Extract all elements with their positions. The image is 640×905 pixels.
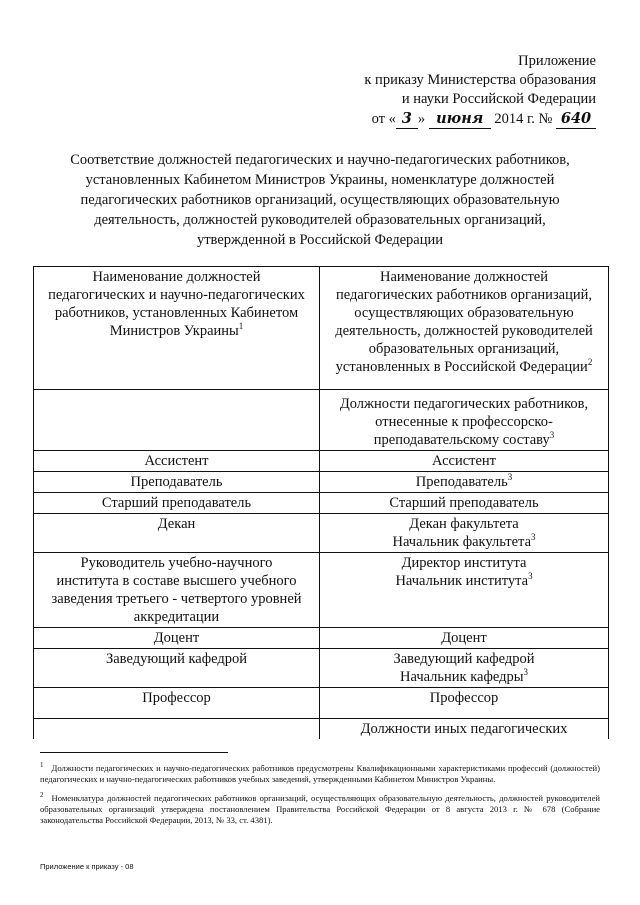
table-cell-empty <box>34 719 320 740</box>
page-footer: Приложение к приказу - 08 <box>40 862 134 871</box>
footnote-number: 2 <box>40 790 44 799</box>
handwritten-order-number: 640 <box>556 109 596 129</box>
cell-text: Преподаватель <box>415 474 508 490</box>
table-cell-right <box>320 553 609 628</box>
cell-text: Начальник кафедры <box>400 669 524 685</box>
appendix-title: Приложение <box>518 53 596 69</box>
appendix-ministry: и науки Российской Федерации <box>401 91 596 107</box>
footnote-ref: 3 <box>507 472 513 483</box>
table-cell-right: Ассистент <box>320 451 609 472</box>
cell-line <box>324 668 604 686</box>
table-row <box>34 688 609 719</box>
table-header-row <box>34 267 609 390</box>
section-heading-line <box>324 431 604 449</box>
header-right-line: деятельность, должностей руководителей <box>335 323 593 339</box>
header-left-cell <box>34 267 320 390</box>
header-right-line: образовательных организаций, <box>368 341 560 357</box>
cell-text: института в составе высшего учебного <box>56 573 297 589</box>
cell-text: Заведующий кафедрой <box>393 651 535 667</box>
section-heading-cell: Должности иных педагогических <box>320 719 609 740</box>
cell-line <box>324 533 604 551</box>
table-row <box>34 628 609 649</box>
table-cell-right <box>320 649 609 688</box>
header-right-cell <box>320 267 609 390</box>
appendix-order-ref: к приказу Министерства образования <box>364 72 596 88</box>
table-cell-left: Старший преподаватель <box>34 493 320 514</box>
table-cell-left: Заведующий кафедрой <box>34 649 320 688</box>
table-row <box>34 451 609 472</box>
footnote <box>40 760 600 785</box>
header-right-line <box>324 358 604 376</box>
footnote-ref: 1 <box>238 321 244 332</box>
table-cell-left: Преподаватель <box>34 472 320 493</box>
cell-line <box>324 572 604 590</box>
header-left-text: Министров Украины <box>109 323 239 339</box>
footnote-ref: 3 <box>528 571 533 582</box>
table-row <box>34 649 609 688</box>
footnote-ref: 3 <box>549 430 555 441</box>
handwritten-day: 3 <box>396 109 418 129</box>
title-line: установленных Кабинетом Министров Украины, номенклатуре должностей <box>85 172 555 188</box>
footnote-ref: 3 <box>531 532 536 543</box>
section-heading-cell <box>320 390 609 451</box>
cell-text: заведения третьего - четвертого уровней <box>51 591 302 607</box>
table-cell-right: Старший преподаватель <box>320 493 609 514</box>
table-cell-right: Профессор <box>320 688 609 719</box>
cell-text: Декан факультета <box>409 516 519 532</box>
header-left-line: работников, установленных Кабинетом <box>54 305 299 321</box>
footnote-ref: 2 <box>587 357 593 368</box>
footnote-separator <box>40 752 228 753</box>
footnote-text: Должности педагогических и научно-педагогических работников предусмотрены Квалификационными характеристиками профессий (должностей) педагогических и научно-педагогических работников учебных заведений, утвержденными Кабинетом Министров Украины. <box>40 762 600 784</box>
header-right-line: Наименование должностей <box>380 269 548 285</box>
handwritten-month: июня <box>429 109 491 129</box>
table-cell-right <box>320 472 609 493</box>
appendix-date-line <box>296 109 596 129</box>
header-right-line: педагогических работников организаций, <box>335 287 593 303</box>
header-right-text: установленных в Российской Федерации <box>335 359 588 375</box>
cell-text: аккредитации <box>133 609 220 625</box>
section-heading-line: отнесенные к профессорско- <box>375 414 553 430</box>
cell-text: Начальник факультета <box>392 534 532 550</box>
cell-text: Директор института <box>401 555 527 571</box>
table-row <box>34 719 609 740</box>
footnote-ref: 3 <box>523 667 528 678</box>
cell-text: Руководитель учебно-научного <box>80 555 273 571</box>
correspondence-table <box>33 266 609 739</box>
section-heading-text: преподавательскому составу <box>373 432 550 448</box>
header-left-line <box>38 322 315 340</box>
table-row <box>34 390 609 451</box>
table-cell-left: Доцент <box>34 628 320 649</box>
footnotes <box>40 760 600 831</box>
table-cell-left: Профессор <box>34 688 320 719</box>
table-cell-left: Ассистент <box>34 451 320 472</box>
footnote <box>40 790 600 826</box>
title-line: педагогических работников организаций, осуществляющих образовательную <box>80 192 560 208</box>
table-row <box>34 514 609 553</box>
table-row <box>34 472 609 493</box>
date-day-suffix: » <box>417 111 426 127</box>
date-year: 2014 г. № <box>494 111 553 127</box>
table-row <box>34 553 609 628</box>
date-prefix: от « <box>371 111 396 127</box>
title-line: Соответствие должностей педагогических и научно-педагогических работников, <box>70 152 570 168</box>
table-cell-right: Доцент <box>320 628 609 649</box>
table-cell-left: Декан <box>34 514 320 553</box>
header-right-line: осуществляющих образовательную <box>354 305 574 321</box>
section-heading-line: Должности педагогических работников, <box>339 396 589 412</box>
document-title <box>40 150 600 250</box>
header-left-line: педагогических и научно-педагогических <box>48 287 305 303</box>
table-row <box>34 493 609 514</box>
title-line: утвержденной в Российской Федерации <box>196 232 444 248</box>
table-cell-right <box>320 514 609 553</box>
title-line: деятельность, должностей руководителей образовательных организаций, <box>94 212 546 228</box>
table-cell-left <box>34 553 320 628</box>
table-cell-empty <box>34 390 320 451</box>
header-left-line: Наименование должностей <box>92 269 261 285</box>
appendix-header <box>296 52 596 129</box>
footnote-number: 1 <box>40 761 44 769</box>
footnote-text: Номенклатура должностей педагогических работников организаций, осуществляющих образовательную деятельность, должностей руководителей образовательных организаций утверждена постановлением Правительства Российской Федерации от 8 августа 2013 г. № 678 (Собрание законодательства Российской Федерации, 2013, № 33, ст. 4381). <box>40 792 600 825</box>
cell-text: Начальник института <box>395 573 529 589</box>
